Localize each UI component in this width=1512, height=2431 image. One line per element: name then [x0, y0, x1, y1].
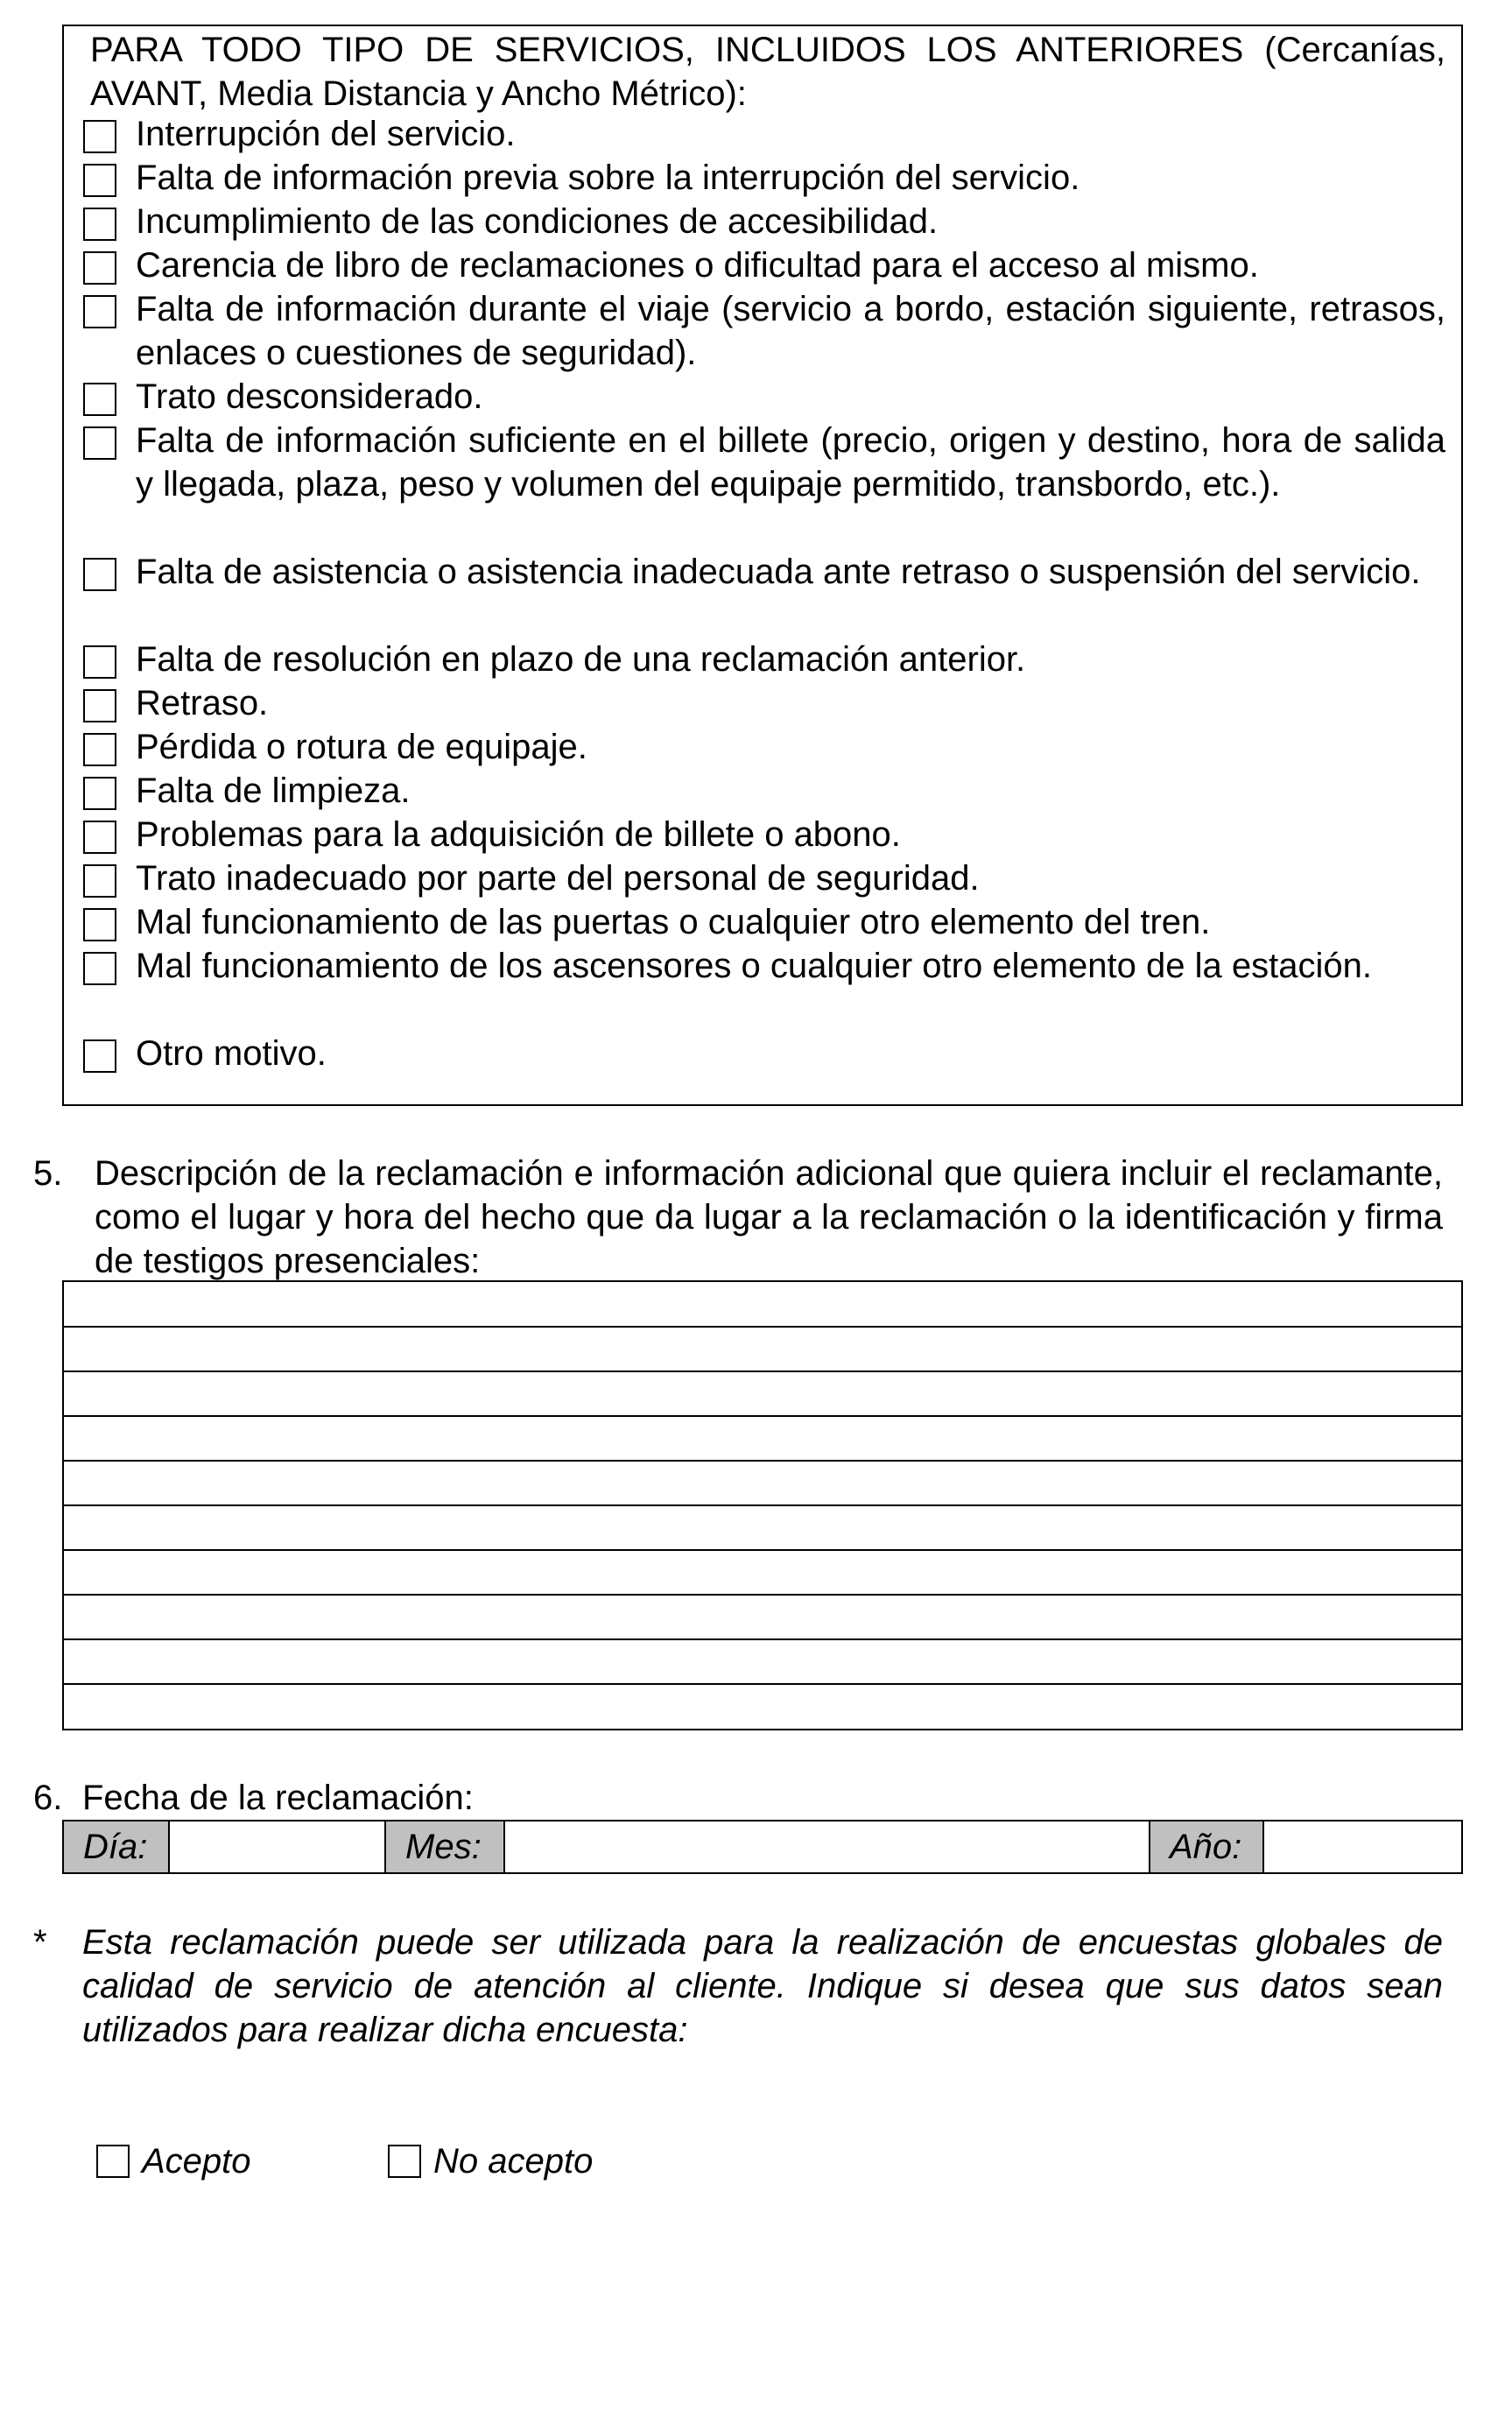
checkbox[interactable] [83, 689, 116, 722]
description-section [33, 1152, 1443, 1283]
reason-label: Interrupción del servicio. [136, 115, 516, 153]
reason-item[interactable] [83, 156, 1445, 200]
writing-line [64, 1326, 1461, 1328]
reason-label: Mal funcionamiento de las puertas o cualquier otro elemento del tren. [136, 903, 1211, 941]
reason-item[interactable] [83, 1032, 1445, 1075]
writing-line [64, 1415, 1461, 1417]
year-label: Año: [1150, 1821, 1264, 1872]
month-label: Mes: [386, 1821, 505, 1872]
reasons-header: PARA TODO TIPO DE SERVICIOS, INCLUIDOS LOS ANTERIORES (Cercanías, AVANT, Media Distancia y Ancho Métrico): [90, 31, 1445, 113]
reason-label: Problemas para la adquisición de billete o abono. [136, 815, 901, 854]
reason-item[interactable] [83, 681, 1445, 725]
checkbox[interactable] [83, 295, 116, 328]
writing-line [64, 1594, 1461, 1596]
writing-line [64, 1549, 1461, 1551]
day-field[interactable] [170, 1821, 386, 1872]
checkbox[interactable] [83, 208, 116, 241]
reason-item[interactable] [83, 944, 1445, 988]
survey-note-text: Esta reclamación puede ser utilizada para la realización de encuestas globales de calidad de servicio de atención al cliente. Indique si desea que sus datos sean utilizados para realizar dicha encuesta: [82, 1923, 1443, 2049]
survey-note [33, 1920, 1443, 2052]
description-text-area[interactable] [62, 1280, 1463, 1730]
date-section [33, 1776, 474, 1820]
reason-item[interactable] [83, 813, 1445, 856]
reason-label: Retraso. [136, 684, 269, 722]
checkbox[interactable] [83, 952, 116, 985]
reason-item[interactable] [83, 900, 1445, 944]
reason-label: Falta de información previa sobre la interrupción del servicio. [136, 159, 1080, 197]
reason-item[interactable] [83, 419, 1445, 506]
reason-label: Trato desconsiderado. [136, 377, 483, 416]
reason-label: Falta de limpieza. [136, 772, 411, 810]
reason-item[interactable] [83, 638, 1445, 681]
checkbox[interactable] [83, 383, 116, 416]
date-title: Fecha de la reclamación: [82, 1779, 474, 1817]
decline-checkbox[interactable] [388, 2145, 421, 2178]
reason-item[interactable] [83, 375, 1445, 419]
asterisk: * [33, 1923, 47, 1962]
description-instructions: Descripción de la reclamación e información adicional que quiera incluir el reclamante, como el lugar y hora del hecho que da lugar a la reclamación o la identificación y firma de testigos presenciales: [95, 1154, 1443, 1280]
reason-item[interactable] [83, 856, 1445, 900]
reason-label: Carencia de libro de reclamaciones o dificultad para el acceso al mismo. [136, 246, 1259, 285]
reason-label: Falta de resolución en plazo de una reclamación anterior. [136, 640, 1026, 679]
writing-line [64, 1638, 1461, 1640]
checkbox[interactable] [83, 251, 116, 285]
checkbox[interactable] [83, 1039, 116, 1073]
reason-label: Incumplimiento de las condiciones de accesibilidad. [136, 202, 939, 241]
checkbox[interactable] [83, 120, 116, 153]
accept-label: Acepto [142, 2142, 251, 2181]
reason-item[interactable] [83, 200, 1445, 243]
checkbox[interactable] [83, 777, 116, 810]
reason-item[interactable] [83, 725, 1445, 769]
writing-line [64, 1683, 1461, 1685]
reasons-box [62, 25, 1463, 1106]
reason-item[interactable] [83, 243, 1445, 287]
reason-label: Trato inadecuado por parte del personal de seguridad. [136, 859, 980, 898]
reason-label: Falta de información suficiente en el billete (precio, origen y destino, hora de salida y llegada, plaza, peso y volumen del equipaje permitido, transbordo, etc.). [136, 421, 1445, 504]
section-number: 6. [33, 1779, 63, 1817]
accept-checkbox[interactable] [96, 2145, 130, 2178]
year-field[interactable] [1264, 1821, 1461, 1872]
checkbox[interactable] [83, 864, 116, 898]
accept-option[interactable] [96, 2139, 251, 2183]
reason-item[interactable] [83, 112, 1445, 156]
month-field[interactable] [505, 1821, 1150, 1872]
section-number: 5. [33, 1154, 63, 1193]
reason-item[interactable] [83, 550, 1445, 594]
day-label: Día: [64, 1821, 170, 1872]
writing-line [64, 1371, 1461, 1372]
writing-line [64, 1504, 1461, 1506]
checkbox[interactable] [83, 645, 116, 679]
date-table [62, 1820, 1463, 1874]
checkbox[interactable] [83, 908, 116, 941]
writing-line [64, 1460, 1461, 1462]
reason-item[interactable] [83, 769, 1445, 813]
decline-option[interactable] [388, 2139, 593, 2183]
checkbox[interactable] [83, 426, 116, 460]
reason-label: Otro motivo. [136, 1034, 327, 1073]
checkbox[interactable] [83, 558, 116, 591]
decline-label: No acepto [433, 2142, 594, 2181]
checkbox[interactable] [83, 821, 116, 854]
reason-label: Mal funcionamiento de los ascensores o cualquier otro elemento de la estación. [136, 947, 1372, 985]
reason-label: Falta de asistencia o asistencia inadecuada ante retraso o suspensión del servicio. [136, 553, 1421, 591]
reason-label: Pérdida o rotura de equipaje. [136, 728, 587, 766]
checkbox[interactable] [83, 733, 116, 766]
checkbox[interactable] [83, 164, 116, 197]
reason-label: Falta de información durante el viaje (servicio a bordo, estación siguiente, retrasos, enlaces o cuestiones de seguridad). [136, 290, 1445, 372]
reason-item[interactable] [83, 287, 1445, 375]
